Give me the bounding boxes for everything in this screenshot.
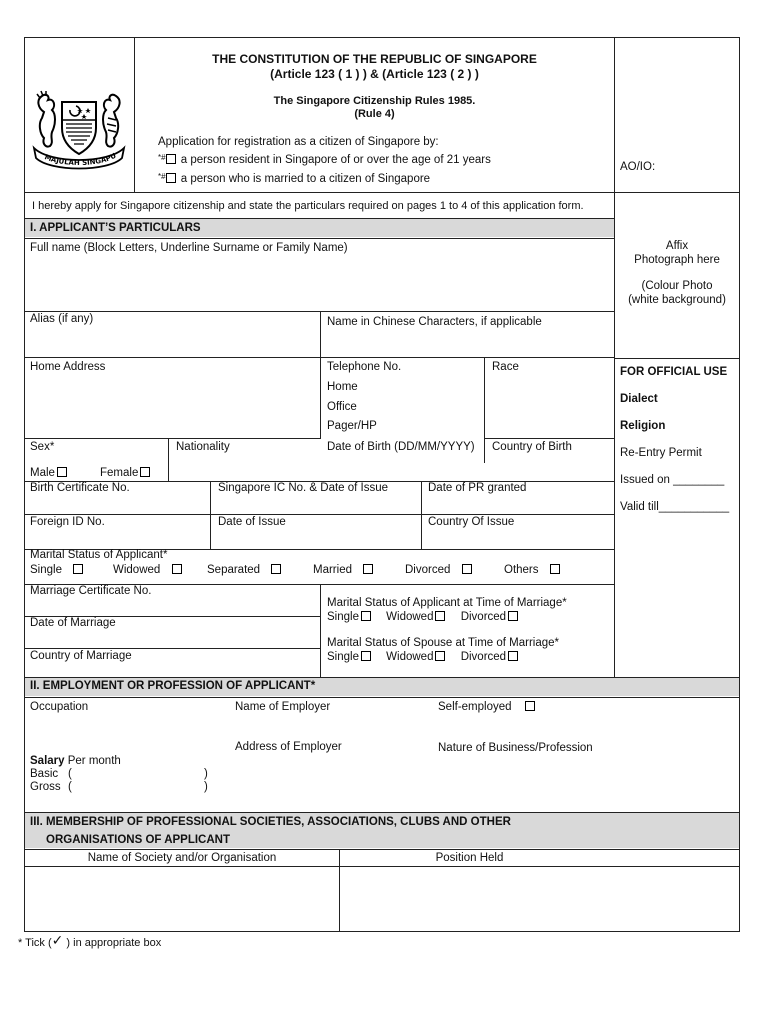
spouse-single-option[interactable] [327, 651, 373, 663]
option-married-label: a person who is married to a citizen of Singapore [180, 173, 431, 185]
constitution-title: THE CONSTITUTION OF THE REPUBLIC OF SINGAPORE [212, 52, 537, 66]
country-of-issue-label: Country Of Issue [428, 516, 515, 528]
marital-single-option[interactable] [30, 564, 85, 576]
divorced-checkbox[interactable] [462, 564, 472, 574]
race-label: Race [492, 361, 519, 373]
option-label: Widowed [386, 611, 434, 623]
home-address-label: Home Address [30, 361, 106, 373]
spouse-single-checkbox[interactable] [361, 651, 371, 661]
single-checkbox[interactable] [73, 564, 83, 574]
option-resident-label: a person resident in Singapore of or over the age of 21 years [180, 154, 491, 166]
sex-divider [168, 438, 169, 481]
male-label: Male [30, 467, 55, 479]
applicant-single-option[interactable] [327, 611, 373, 623]
form-border-right [739, 37, 740, 932]
section2-heading-bottom [24, 697, 740, 698]
footnote-suffix: ) in appropriate box [63, 937, 162, 949]
chinese-name-label: Name in Chinese Characters, if applicable [327, 316, 542, 328]
section1-heading-bottom [24, 238, 614, 239]
marital-option-label: Separated [207, 564, 261, 576]
option-marker: *# [158, 172, 166, 181]
home-phone-label: Home [327, 381, 358, 393]
option-label: Divorced [460, 611, 507, 623]
married-status-checkbox[interactable] [363, 564, 373, 574]
salary-word: Salary [30, 755, 65, 767]
header-bottom-line [24, 192, 740, 193]
form-border-left [24, 37, 25, 932]
gross-label: Gross [30, 781, 61, 793]
basic-close-paren: ) [204, 768, 208, 780]
race-divider [484, 357, 485, 463]
footnote-prefix: * Tick ( [18, 937, 52, 949]
employer-address-label: Address of Employer [235, 741, 342, 753]
male-option[interactable] [30, 467, 69, 479]
female-label: Female [100, 467, 139, 479]
marital-option-label: Single [30, 564, 62, 576]
female-checkbox[interactable] [140, 467, 150, 477]
status-at-marriage-label: Marital Status of Applicant at Time of Marriage* [327, 597, 567, 609]
date-pr-label: Date of PR granted [428, 482, 527, 494]
widowed-checkbox[interactable] [172, 564, 182, 574]
photo-colour-label: (Colour Photo [641, 280, 713, 292]
separated-checkbox[interactable] [271, 564, 281, 574]
date-marriage-bottom [24, 648, 320, 649]
country-of-marriage-label: Country of Marriage [30, 650, 132, 662]
pager-label: Pager/HP [327, 420, 377, 432]
marital-separated-option[interactable] [207, 564, 283, 576]
option-married[interactable] [158, 172, 430, 185]
self-employed-checkbox[interactable] [525, 701, 535, 711]
spouse-widowed-checkbox[interactable] [435, 651, 445, 661]
marriage-cert-label: Marriage Certificate No. [30, 585, 152, 597]
marital-option-label: Married [313, 564, 352, 576]
spouse-marriage-status-options [327, 651, 520, 663]
declaration-text: I hereby apply for Singapore citizenship and state the particulars required on pages 1 to 4 of this application form. [32, 200, 584, 212]
marital-option-label: Others [504, 564, 539, 576]
alias-bottom [24, 357, 614, 358]
marital-widowed-option[interactable] [113, 564, 184, 576]
crest-icon [30, 84, 128, 174]
basic-label: Basic [30, 768, 59, 780]
self-employed-option[interactable] [438, 701, 537, 713]
rules-title: The Singapore Citizenship Rules 1985. [273, 95, 476, 107]
society-name-field[interactable] [30, 870, 338, 928]
official-use-heading: FOR OFFICIAL USE [620, 366, 728, 378]
alias-divider [320, 311, 321, 439]
alias-label: Alias (if any) [30, 313, 94, 325]
applicant-divorced-option[interactable] [461, 611, 520, 623]
marital-divorced-option[interactable] [405, 564, 474, 576]
fullname-bottom [24, 311, 614, 312]
spouse-divorced-option[interactable] [461, 651, 520, 663]
bc-divider2 [421, 481, 422, 549]
section3-heading-bottom [24, 849, 740, 850]
section3-heading-line2: ORGANISATIONS OF APPLICANT [46, 834, 230, 846]
status-spouse-label: Marital Status of Spouse at Time of Marriage* [327, 637, 560, 649]
valid-till-label: Valid till___________ [620, 501, 730, 513]
marital-married-option[interactable] [313, 564, 375, 576]
occupation-label: Occupation [30, 701, 89, 713]
applicant-single-checkbox[interactable] [361, 611, 371, 621]
full-name-label: Full name (Block Letters, Underline Surname or Family Name) [30, 242, 348, 254]
section3-heading-line1: III. MEMBERSHIP OF PROFESSIONAL SOCIETIES, ASSOCIATIONS, CLUBS AND OTHER [30, 816, 511, 828]
option-label: Single [327, 611, 359, 623]
employer-name-label: Name of Employer [235, 701, 331, 713]
bc-row-bottom [24, 514, 614, 515]
alias-field[interactable] [30, 330, 318, 356]
photo-background-label: (white background) [628, 294, 726, 306]
date-of-issue-label: Date of Issue [218, 516, 286, 528]
bc-divider1 [210, 481, 211, 549]
applicant-divorced-checkbox[interactable] [508, 611, 518, 621]
office-phone-label: Office [327, 401, 357, 413]
per-month-word: Per month [64, 755, 121, 767]
nationality-label: Nationality [176, 441, 230, 453]
gross-salary-field[interactable] [76, 780, 204, 795]
birth-cert-label: Birth Certificate No. [30, 482, 130, 494]
application-by-text: Application for registration as a citizen of Singapore by: [158, 136, 439, 148]
date-of-marriage-label: Date of Marriage [30, 617, 116, 629]
photo-box-bottom [614, 358, 740, 359]
section2-heading: II. EMPLOYMENT OR PROFESSION OF APPLICANT* [30, 680, 316, 692]
telephone-label: Telephone No. [327, 361, 402, 373]
address-bottom-left [24, 438, 320, 439]
section3-colhead-bottom [24, 866, 740, 867]
resident-checkbox[interactable] [166, 154, 176, 164]
photo-here-label: Photograph here [634, 254, 720, 266]
religion-label: Religion [620, 420, 666, 432]
nature-of-business-label: Nature of Business/Profession [438, 742, 593, 754]
country-of-birth-label: Country of Birth [492, 441, 572, 453]
male-checkbox[interactable] [57, 467, 67, 477]
dialect-label: Dialect [620, 393, 658, 405]
tick-icon: ✓ [51, 933, 64, 949]
rule-number: (Rule 4) [354, 108, 395, 120]
photo-affix-label: Affix [665, 240, 689, 252]
option-label: Single [327, 651, 359, 663]
gross-open-paren: ( [68, 781, 72, 793]
position-held-field[interactable] [345, 870, 737, 928]
full-name-field[interactable] [30, 260, 612, 308]
female-option[interactable] [100, 467, 152, 479]
address-bottom-right [484, 438, 614, 439]
home-address-field[interactable] [30, 378, 318, 436]
chinese-name-field[interactable] [327, 332, 613, 356]
tick-footnote [18, 935, 161, 950]
option-label: Widowed [386, 651, 434, 663]
applicant-marriage-status-options [327, 611, 520, 623]
sex-label: Sex* [30, 441, 55, 453]
spouse-widowed-option[interactable] [386, 651, 447, 663]
society-column-header: Name of Society and/or Organisation [87, 852, 277, 864]
option-marker: *# [158, 153, 166, 162]
gross-close-paren: ) [204, 781, 208, 793]
issued-on-label: Issued on ________ [620, 474, 725, 486]
marital-status-label: Marital Status of Applicant* [30, 549, 168, 561]
option-resident[interactable] [158, 153, 491, 166]
section1-heading: I. APPLICANT’S PARTICULARS [30, 222, 201, 234]
option-label: Divorced [460, 651, 507, 663]
marital-others-option[interactable] [504, 564, 562, 576]
marriage-divider [320, 584, 321, 678]
marital-option-label: Divorced [405, 564, 451, 576]
self-employed-label: Self-employed [438, 701, 512, 713]
dob-label: Date of Birth (DD/MM/YYYY) [327, 441, 475, 453]
singapore-crest-emblem [30, 84, 128, 174]
ic-no-label: Singapore IC No. & Date of Issue [218, 482, 389, 494]
applicant-widowed-checkbox[interactable] [435, 611, 445, 621]
reentry-permit-label: Re-Entry Permit [620, 447, 702, 459]
spouse-divorced-checkbox[interactable] [508, 651, 518, 661]
basic-open-paren: ( [68, 768, 72, 780]
right-column-divider [614, 37, 615, 677]
article-reference: (Article 123 ( 1 ) ) & (Article 123 ( 2 ) ) [270, 67, 479, 81]
svg-text:MAJULAH SINGAPURA: MAJULAH SINGAPU [43, 151, 118, 168]
form-border-bottom [24, 931, 740, 932]
marital-option-label: Widowed [113, 564, 161, 576]
others-checkbox[interactable] [550, 564, 560, 574]
form-border-top [24, 37, 740, 38]
foreign-id-label: Foreign ID No. [30, 516, 105, 528]
position-column-header: Position Held [435, 852, 504, 864]
applicant-widowed-option[interactable] [386, 611, 447, 623]
married-checkbox[interactable] [166, 173, 176, 183]
ao-io-label: AO/IO: [620, 161, 656, 173]
